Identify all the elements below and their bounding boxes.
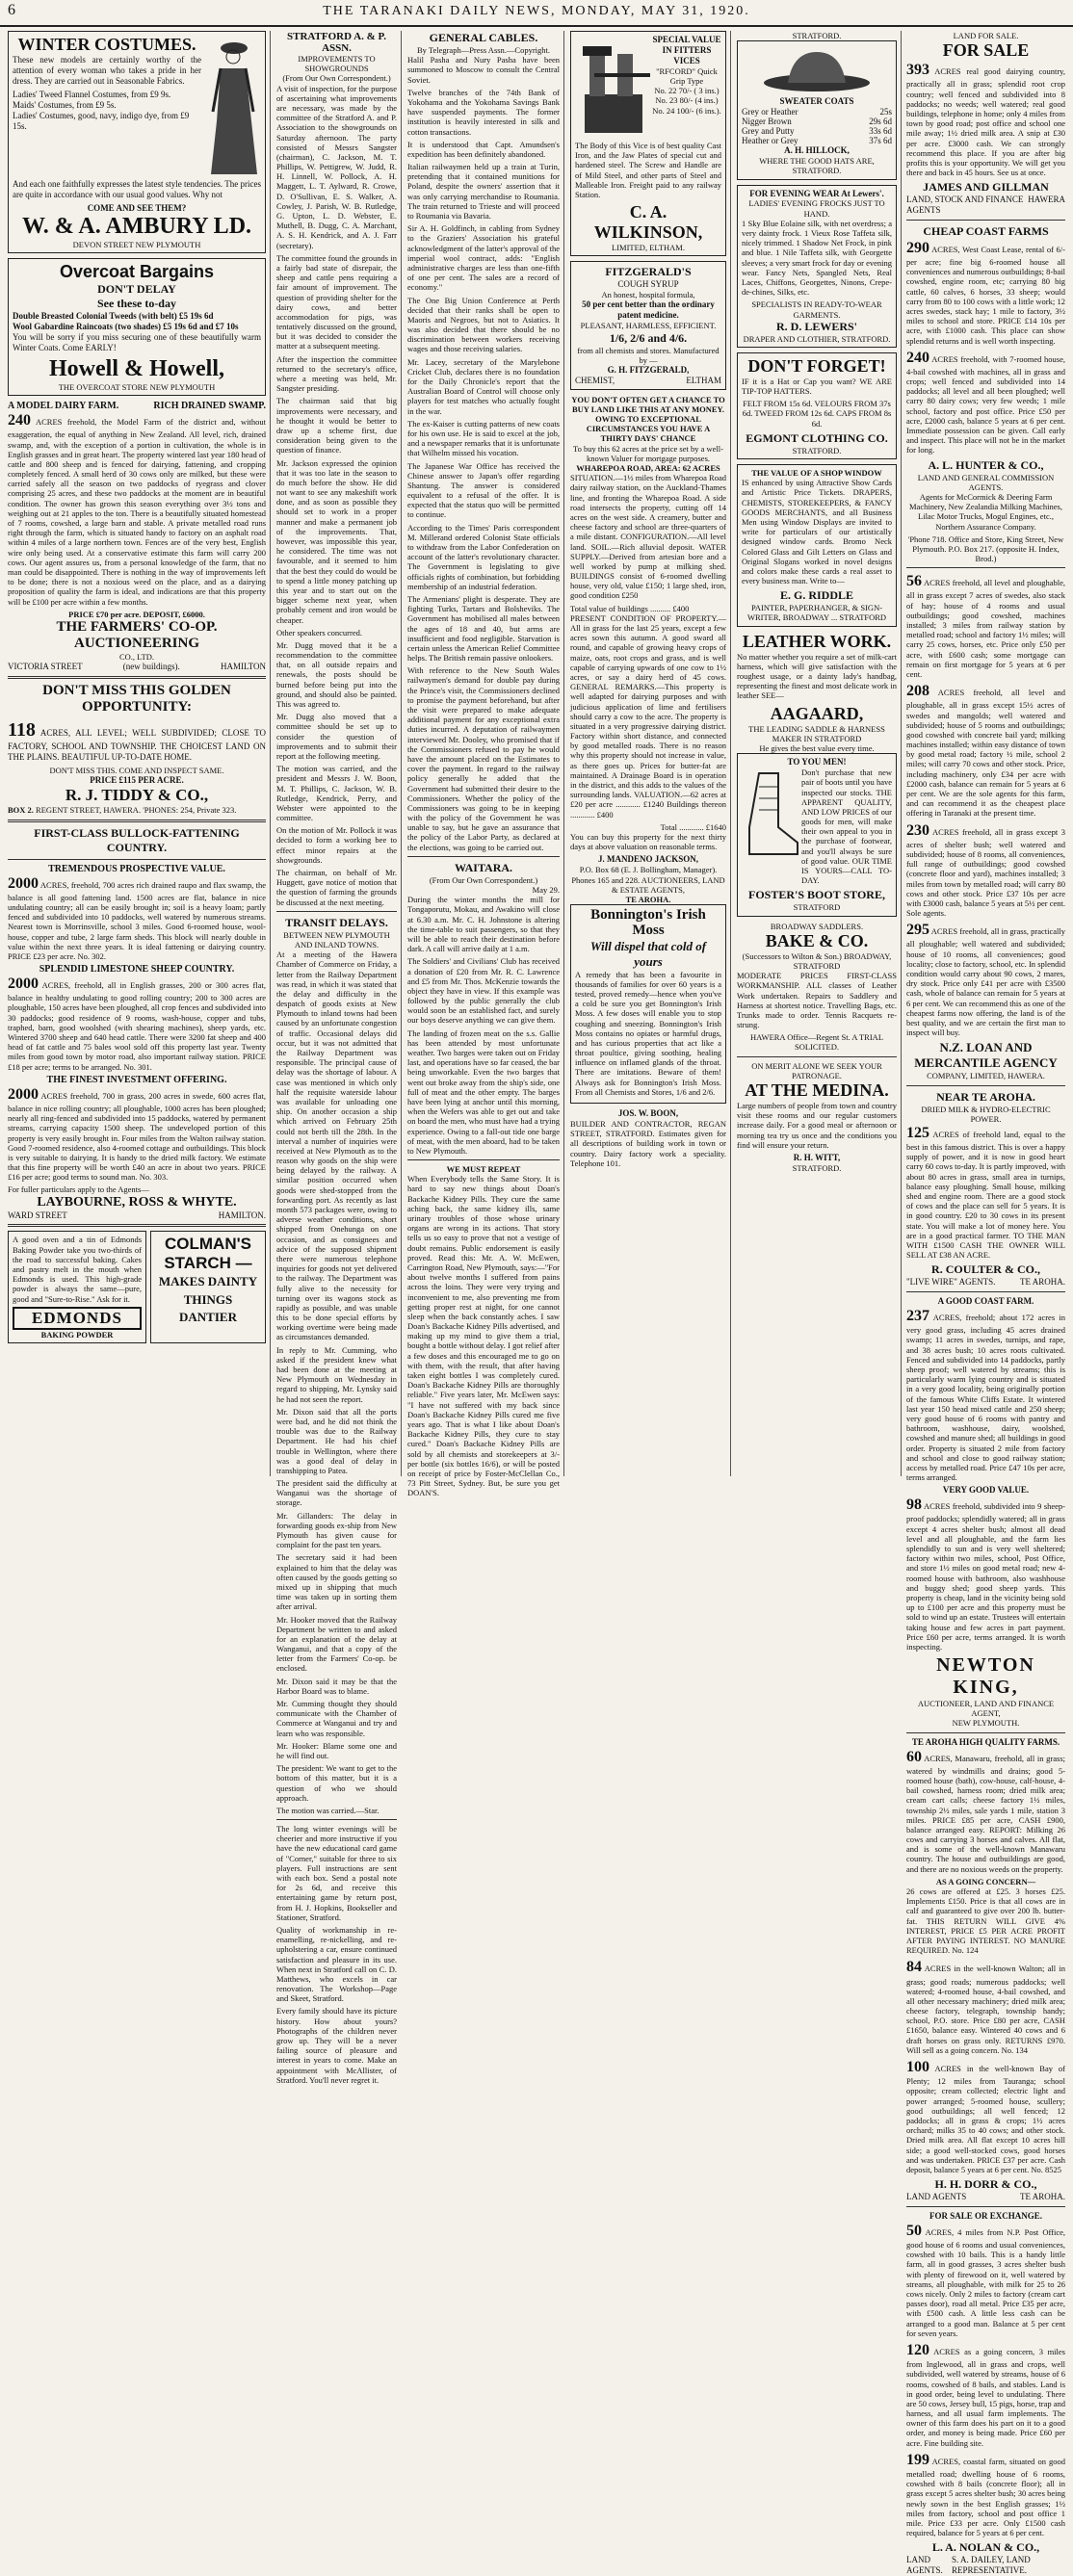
- ad-title: SPECIAL VALUE IN FITTERS VICES: [652, 35, 721, 65]
- ad-subtitle: COUGH SYRUP: [617, 279, 679, 290]
- column-2: [273, 31, 402, 2085]
- shop-window-ad: [737, 464, 897, 627]
- ad-text: He gives the best value every time.: [759, 742, 875, 753]
- advertiser-name: J. MANDENO JACKSON,: [597, 854, 698, 865]
- listing-text: ACRES, ALL LEVEL; WELL SUBDIVIDED; CLOSE TO FACTORY, SCHOOL AND TOWNSHIP. THE CHOICEST LAND ON THE PLAINS. BEAUTIFUL UP-TO-DATE HOME.: [8, 727, 266, 763]
- ad-text: Large numbers of people from town and country visit these rooms and our regular customers increase daily. For a good meal or afternoon or morning tea try us once and the conditions you find will ensure your return.: [737, 1101, 897, 1150]
- listing-text: ACRES freehold, all in grass, practically all ploughable; well watered and subdivided; house of 10 rooms, all conveniences; good locality; close to factory, school, etc. In splendid condition would carry about 90 cows, 2 mares, dry stock. Price only £41 per acre with £3500 cash, whole of balance can remain for 5 years at 6 per cent. We can recommend this as one of the cheapest farms now offering, the land is of the best quality, and we are certain the first man to inspect will buy.: [906, 926, 1066, 1038]
- ad-text: from all chemists and stores. Manufactured by —: [577, 345, 720, 365]
- listing-text: ACRES freehold, 700 in grass, 200 acres in swede, 600 acres flat, balance in nice rolling country; all ploughable, 1000 acres has been ploughed; nearly all ring-fenced and subdivided into 15 paddocks, watered by permanent streams, carrying capacity 1500 sheep. The undeveloped portion of this property is very easily brought in. Four miles from the Walton railway station. Good 7-roomed residence, also 4-roomed cottage and outbuildings. This block is very suitable to dairying. It is handy to the dried milk factory. We estimate that this fine property will be worth £40 an acre in about two years. PRICE £16 per acre; good terms to sound man.: [8, 1090, 267, 1183]
- edmonds-logo-sub: BAKING POWDER: [40, 1329, 114, 1340]
- location: STRATFORD.: [792, 31, 842, 40]
- paragraph: According to the Times' Paris correspondent M. Millerand ordered Colonist State officials to withdraw from the Labor Confederation on account of the latter's revolutionary character. The Government is legislating to give officials rights of combination, but forbidding membership of an industrial federation.: [407, 522, 560, 591]
- ad-subtitle: DON'T DELAY: [97, 282, 176, 297]
- ad-text: No matter whether you require a set of milk-cart harness, which will give satisfaction with the roughest usage, or a dainty lady's handbag, representing the finest and most delicate work in leather SEE—: [737, 651, 897, 701]
- ad-heading: A MODEL DAIRY FARM.: [8, 401, 119, 412]
- ad-text: An honest, hospital formula,: [601, 290, 695, 300]
- ad-text: SPECIALISTS IN READY-TO-WEAR GARMENTS.: [751, 299, 882, 320]
- paragraph: Mr. Dugg moved that it be a recommendation to the committee that, on all outside repairs and renewals, the posts should be burned before being put into the ground, and should also be painted. This was agreed to.: [276, 639, 397, 709]
- ad-text: A good oven and a tin of Edmonds Baking Powder take you two-thirds of the road to successful baking. Cakes and pastry melt in the mouth when Edmonds is used. This high-grade powder is always the same—pure, good and "Sure-to-Rise." Ask for it.: [13, 1235, 142, 1304]
- listing-text: ACRES, freehold, all in English grasses, 200 or 300 acres flat, balance in healthy undulating to good rolling country; 200 to 300 acres are ploughable, 150 acres have been ploughed, all crop fences and subdivided into 30 paddocks; good residence of 9 rooms, wash-house, copper and tubs, traphed, barn, good woolshed (with shearing machines), sheep yards, etc. Wintered 3700 sheep and 640 head cattle. There were 3200 fat sheep and 400 head of fat cattle and 75 bales wool sold off this property last year. Twenty miles from good town by motor road, also important railway station. PRICE £18 per acre; terms to be arranged.: [8, 980, 267, 1072]
- ad-title: Bonnington's Irish Moss: [590, 907, 706, 938]
- paragraph: The One Big Union Conference at Perth decided that their ranks shall be open to Maoris and Negroes, but not to Asiatics. It was also decided that there should be no discrimination between workers receiving wages and those receiving salaries.: [407, 295, 560, 354]
- paragraph: Mr. Lacey, secretary of the Marylebone Cricket Club, declares there is no foundation for the Daily Chronicle's report that the Australian Board of Control will choose only players for test matches who actually fought in the war.: [407, 356, 560, 416]
- paragraph: Every family should have its picture history. How about yours? Photographs of the children never grow up. They will be a never failing source of pleasure and interest in years to come. Make an appointment with McAllister, of Stratford. You'll never regret it.: [276, 2006, 397, 2085]
- address: VICTORIA STREET: [8, 662, 83, 672]
- acreage: 118: [8, 718, 36, 741]
- listing-no: No. 124: [952, 1945, 979, 1956]
- advertiser-name: R. COULTER & CO.,: [931, 1262, 1040, 1277]
- ad-title: FOR SALE: [942, 40, 1030, 61]
- paragraph: A visit of inspection, for the purpose of ascertaining what improvements are necessary, was made by the committee of the Stratford A. and P. Association to the showgrounds on Saturday afternoon. The party consisted of Messrs Sangster (chairman), C. Jackson, M. T. Phillips, W. Pettigrew, W. Judd, R. H. Linnell, W. Pollock, A. H. Maggett, L. T. Aylward, R. Crowe, D. O'Sullivan, E. S. Walker, A. Cowley, J. Parish, W. B. Rutledge, G. Upton, L. D. Webster, E. Muthell, B. Dugg, C. A. Marchant, A. S. H. Kendrick, and A. J. Farr (secretary).: [276, 83, 397, 250]
- ad-subtitle: ON MERIT ALONE WE SEEK YOUR PATRONAGE.: [751, 1060, 882, 1080]
- address: WARD STREET: [8, 1210, 67, 1220]
- advertiser-sub: STRATFORD.: [792, 1162, 842, 1173]
- advertiser-name: R. J. TIDDY & CO.,: [65, 786, 209, 805]
- advertiser-name: E. G. RIDDLE: [779, 588, 853, 603]
- bullock-country-ad: [8, 826, 266, 1221]
- advertiser-sub: "LIVE WIRE" AGENTS.: [906, 1277, 996, 1288]
- address: NEW PLYMOUTH.: [952, 1718, 1020, 1729]
- listing-text: ACRES as a going concern, 3 miles from Inglewood, all in grass and crops, well subdivided, well watered by streams, house of 6 rooms, cowshed of 8 bails, and stables. Land is in good order, being level to undulating. There are 50 cows, Jersey bull, 15 pigs, horse, trap and harness, and all usual farm implements. The owner of this farm does his part on it to a good order, and money is being made. Price £60 per acre. Fine building site.: [906, 2346, 1066, 2448]
- sweater-prices: [742, 107, 892, 145]
- paragraph: During the winter months the mill for Tongaporutu, Mokau, and Awakino will close at 6.30 a.m. Mr. C. H. Johnstone is altering the time-table to suit passengers, so that they will be able to reach their destination before dark. A call will arrive daily at 1 a.m.: [407, 895, 560, 954]
- column-5: [733, 31, 1069, 2576]
- edmonds-logo: EDMONDS: [13, 1307, 142, 1330]
- paragraph: It is understood that Capt. Amundsen's expedition has been definitely abandoned.: [407, 139, 560, 159]
- article-subtitle: IMPROVEMENTS TO SHOWGROUNDS: [298, 54, 376, 74]
- acreage: 290: [906, 239, 929, 256]
- ad-text: Don't purchase that new pair of boots until you have inspected our stocks. THE APPARENT QUALITY, AND LOW PRICES of our goods for men, will make their own appeal to you in the purchase of footwear, and you'll always be sure of good value. OUR TIME IS YOURS—CALL TO-DAY.: [801, 768, 892, 886]
- listing-text: ACRES of freehold land, equal to the best in this famous district. This is over a happy supply of power, and it is now in good heart carry 60 cows to-day. It is partly improved, with about 80 acres in grass, small area in turnips, balance easy ploughing. Small house, milking shed and engine room. There are a good stock of cows and the place can sell for 5 years. It is in good country. £20 to 30 cows in its present state. You will make a lot of money here. You are in a good practical farmer. TO THE MAN WITH £1500 CASH THE OWNER WILL SELL AT £38 AN ACRE.: [906, 1129, 1065, 1261]
- acreage: 295: [906, 922, 929, 939]
- advertiser-sub: STRATFORD.: [792, 445, 842, 455]
- overcoat-bargains-ad: [8, 258, 266, 396]
- paragraph: With reference to the New South Wales railwaymen's demand for double pay during the Prince's visit, the Commissioners declined to promise the payment beforehand, but after the visit were prepared to make adequate additional payment for any exceptional extra duties incurred. A deputation of railwaymen interviewed Mr. Dooley, who promised that if the Commissioners refused to pay he would have the amount placed on the Estimates to cover the payment. In regard to the railway policy generally he added that the Government had submitted their desire to the Commissioners. Whether the policy of the Commissioners was going to be in keeping with the policy of the Government he was unable to say, but he gave an assurance that the policy of the Labor Party, as declared at the elections, was going to be carried out.: [407, 665, 560, 852]
- paragraph: Italian railwaymen held up a train at Turin, pretending that it contained munitions for Poland, despite the owners' assertion that it was only carrying merchandise to Roumania. The train returned to Trieste and will proceed to Roumania via Bavaria.: [407, 162, 560, 221]
- ad-title: LEATHER WORK.: [742, 631, 892, 651]
- ad-text: Agents for McCormick & Deering Farm Machinery, New Zealandia Milking Machines, Lilac Motor Trucks, Mogul Engines, etc., Northern Assurance Company.: [908, 491, 1062, 532]
- column-5a: [737, 31, 902, 1476]
- listing-text: ACRES freehold, subdivided into 9 sheep-proof paddocks; splendidly watered; all in grass except 4 acres shelter bush; almost all dead level and all ploughable, and the farm lies splendidly to sun and is very well sheltered; factory within two miles, school, Post Office, and store 1½ miles on good metal road; new 4-roomed house with bathroom, also washhouse and buggy shed; good sheep yards. This property is cheap, land in the vicinity being sold up to £100 per acre and this property must be sold to wind up an estate. Trustees will entertain taking house and few acres in part payment. Price £60 per acre, terms arranged. It is worth inspecting.: [906, 1501, 1065, 1652]
- article-body: [276, 84, 397, 907]
- ad-subtitle: DRIED MILK & HYDRO-ELECTRIC POWER.: [921, 1104, 1051, 1124]
- price-item: Maids' Costumes, from £9 5s.: [13, 99, 117, 110]
- land-chance-ad: [570, 395, 726, 904]
- section-title: SPLENDID LIMESTONE SHEEP COUNTRY.: [39, 964, 235, 976]
- section-title: AS A GOING CONCERN—: [935, 1876, 1036, 1886]
- listing-no: No. 302.: [77, 950, 106, 961]
- paragraph: Other speakers concurred.: [276, 627, 362, 637]
- section-title: THE FINEST INVESTMENT OFFERING.: [46, 1074, 227, 1085]
- item-label: Nigger Brown: [742, 117, 792, 127]
- listing-text: SITUATION.—1½ miles from Wharepoa Road dairy railway station, on the Auckland-Thames line, and fronting the Wharepoa Road. A side road intersects the property, cutting off 14 acres on the west side. A creamery, butter and cheese factory and school are three-quarters of a mile distant. CONFIGURATION.—All level land. SOIL.—Rich alluvial deposit. WATER SUPPLY.—Derived from artesian bore and a well worked by pump at milking shed. BUILDINGS consist of 6-roomed dwelling house, very old, value £150; 1 large shed, iron, good condition £250: [570, 473, 726, 601]
- advertiser-sub: THE LEADING SADDLE & HARNESS MAKER IN STRATFORD: [748, 723, 885, 743]
- paragraph: Mr. Dugg also moved that a committee should be set up to consider the question of improvements and to submit their report at the following meeting.: [276, 712, 397, 761]
- advertiser-sub: LAND AND GENERAL COMMISSION AGENTS.: [917, 472, 1055, 492]
- ad-title: CHEAP COAST FARMS: [923, 223, 1049, 238]
- acreage: 56: [906, 573, 922, 590]
- ad-text: 1 Sky Blue Eolaine silk, with net overdress; a very dainty frock. 1 Vieux Rose Taffeta silk, nicely trimmed. 1 Shadow Net Frock, in pink and blue. 1 Nile Taffeta silk, with Georgette sleeves; a very smart frock for day or evening wear. Fancy Nets, Spangled Nets, Real Laces, Chiffons, Georgettes, Ninons, Crepe-de-chines, Silks, etc.: [742, 218, 892, 298]
- listing-no: No. 8525: [1031, 2164, 1061, 2174]
- ad-text: PLEASANT, HARMLESS, EFFICIENT.: [580, 321, 717, 331]
- ad-text: IF it is a Hat or Cap you want? WE ARE TIP-TOP HATTERS.: [742, 376, 892, 397]
- winter-costumes-ad: [8, 31, 266, 253]
- ad-title: FOR EVENING WEAR At Lewers'.: [749, 188, 884, 198]
- acreage: 2000: [8, 1085, 39, 1103]
- ad-title: A GOOD COAST FARM.: [937, 1296, 1034, 1307]
- listing-text: ACRES freehold, with 7-roomed house, 4-bail cowshed with machines, all in grass and crops; well fenced and subdivided into 14 paddocks; all level and all been ploughed; well carry 80 dairy cows; very few weeds; 1 mile school, factory and post office. Price £50 per acre, £2000 cash, balance 5 years at 6 per cent. Immediate possession can be given. Call early and inspect. This place will not be in the market for long.: [906, 353, 1065, 455]
- farm-heading: WHAREPOA ROAD, AREA: 62 ACRES: [576, 463, 720, 474]
- advertiser-name: JOS. W. BOON,: [617, 1108, 679, 1119]
- advertiser-name: A. H. HILLOCK,: [784, 145, 850, 156]
- advertiser-sub: AUCTIONEER, LAND AND FINANCE AGENT,: [917, 1699, 1055, 1719]
- leather-work-ad: [737, 632, 897, 754]
- vice-illustration: [575, 35, 652, 141]
- colman-starch-ad: [150, 1231, 266, 1343]
- advertiser-address: 'Phone 718. Office and Store, King Street, New Plymouth. P.O. Box 217. (opposite H. Index, Brod.): [907, 533, 1064, 564]
- advertiser-sub: LAND, STOCK AND FINANCE AGENTS: [906, 195, 1024, 216]
- acreage: 393: [906, 62, 929, 79]
- ad-text: BUILDER AND CONTRACTOR, REGAN STREET, STRATFORD. Estimates given for all descriptions of building work in town or country. Dairy factory work a speciality. Telephone 101.: [570, 1118, 726, 1168]
- advertiser-sub: PAINTER, PAPERHANGER, & SIGN-WRITER, BROADWAY ... STRATFORD: [746, 603, 887, 623]
- acreage: 237: [906, 1308, 929, 1325]
- acreage: 240: [8, 412, 31, 429]
- listing-text: ACRES, coastal farm, situated on good metalled road; dwelling house of 6 rooms, cowshed with 8 bails (concrete floor); all in grass except 5 acres shelter bush; 30 acres being newly sown in the best English grasses; 1½ miles from factory, school and post office 1 mile. Price £33 per acre. Only £1500 cash required, balance for 5 years at 6 per cent.: [906, 2456, 1066, 2538]
- advertiser-address: P.O. Box 68 (E. J. Bollingham, Manager). Phones 165 and 228. AUCTIONEERS, LAND & ESTATE AGENTS,: [571, 865, 725, 895]
- ad-heading: RICH DRAINED SWAMP.: [153, 401, 266, 412]
- section-title: TREMENDOUS PROSPECTIVE VALUE.: [48, 863, 225, 874]
- price-list: No. 22 70/- ( 3 ins.) No. 23 80/- (4 ins.) No. 24 100/- (6 ins.).: [652, 86, 721, 116]
- ad-title: YOU DON'T OFTEN GET A CHANCE TO BUY LAND LIKE THIS AT ANY MONEY. OWING TO EXCEPTIONAL CIRCUMSTANCES YOU HAVE A THIRTY DAYS' CHANCE: [571, 394, 725, 444]
- item-price: 29s 6d: [869, 117, 892, 127]
- advertiser-name: W. & A. AMBURY LD.: [21, 213, 252, 239]
- edmonds-ad: [8, 1231, 146, 1343]
- item-price: 33s 6d: [869, 126, 892, 137]
- paragraph: At a meeting of the Hawera Chamber of Commerce on Friday, a letter from the Railway Department was read, in which it was stated that the delay and difficulty in the despatch of goods exists at New Plymouth to inland towns had been caused by an unfortunate congestion of traffic. Occasional delays did occur, but it was not admitted that the Railway Department was responsible. The principal cause of delay was the shortage of labour. A case was mentioned in which only half the requisite waterside labour was available for unloading one ship. On another occasion a ship which arrived on February 25th could not berth till the 28th. In the interval a number of inquiries were received at New Plymouth as to the reason why goods on the ship were being delayed by the railway. A similar position occurred when goods were shed-stopped from the forwarding port. As recently as last month 573 packages were, owing to adverse weather conditions, short shipped from Onehunga on one occasion, and as consignees and advice of the supposed shipment there were numerous telephone inquiries for goods not yet delivered to the railway. The Department was fully alive to the necessity for turning over its wagons stock as rapidly as possible, and was unable this to be done special efforts by working overtime were being made as circumstances demanded.: [276, 950, 397, 1342]
- ad-slogan: Will dispel that cold of yours: [589, 938, 707, 969]
- article-title: STRATFORD A. & P. ASSN.: [287, 31, 386, 54]
- bottom-ads: [8, 1231, 266, 1348]
- product-name: "RFCORD" Quick Grip Type: [656, 65, 718, 87]
- advertiser-sub: LAND AGENTS.: [906, 2555, 943, 2576]
- paragraph: Quality of workmanship in re-enamelling, re-nickelling, and re-upholstering a car, ensure continued satisfaction and pleasure in its use. When next in Stratford call on C. D. Matthews, who excels in car renovation. The Workshop—Page and Skeet, Stratford.: [276, 1924, 397, 2004]
- paragraph: Mr. Dixon said it may be that the Harbor Board was to blame.: [276, 1676, 397, 1696]
- paragraph: Mr. Dixon said that all the ports were bad, and he did not think the trouble was due to the Railway Department. He had his chief trouble in Wellington, where there was a good deal of delay in transhipping to Patea.: [276, 1406, 397, 1475]
- lewers-ad: [737, 185, 897, 348]
- price-item: Ladies' Tweed Flannel Costumes, from £9 9s.: [13, 89, 171, 99]
- article-body: [276, 950, 397, 2085]
- ad-text: When Everybody tells the Same Story. It is hard to say new things about Doan's Backache Kidney Pills. They cure the same aching back, the same kidney ills, same urinary troubles of those whose urinary organs are wrong in its actions. That story tells us so easy to prove that not a vestige of doubt remains. Public endorsement is easily proved. Read this: Mr. A. W. McEwen, Carrington Road, New Plymouth, says:—"For about twelve months I suffered from pains across the loins. They were very trying and inconvenient to me, also preventing me from getting proper rest at night, for one cannot sleep when the back constantly aches. I saw Doan's Backache Kidney Pills advertised, and making up my mind to give them a trial, bought a bottle without delay. I got relief after a few doses and this encouraged me to go on with them, with the result, that after having taken eight bottles I was completely cured. Doan's Backache Kidney Pills are thoroughly reliable." Five years later, Mr. McEwen says: "I have not suffered with my back since Doan's Backache Kidney Pills cured me five years ago. That is what I like about Doan's Backache Kidney Pills, they cure to stay cured." Doan's Backache Kidney Pills are sold by all chemists and storekeepers at 3/- per bottle (six bottles 16/6), or will be posted on receipt of price by Foster-McClellan Co., 73 Pitt Street, Sydney. But, be sure you get DOAN'S.: [407, 1174, 560, 1498]
- listing-text: PRESENT CONDITION OF PROPERTY.—All in grass for the last 25 years, except a few acres sown this autumn. A good sward all round, and capable of growing heavy crops of maize, oats, root crops and grass, and is well capable of carrying upwards of one cow to 1½ acres, or say a dairy herd of 45 cows. GENERAL REMARKS.—This property is well adapted for dairying purposes and with judicious application of lime and fertilisers should carry a cow to the acre. The property is situated in a very progressive dairying district. Factory within short distance, and connected by good metalled roads. There is no reason why this property should not increase in value, as there goes up. Prices for butter-fat are maintained. A Drainage Board is in operation in the district, and this adds to the values of the surrounding lands. VALUATION.—62 acres at £20 per acre ............ £1240 Buildings thereon ............ £400: [570, 612, 726, 820]
- paragraph: On the motion of Mr. Pollock it was decided to form a working bee to effect minor repairs at the showgrounds.: [276, 825, 397, 865]
- advertiser-name: EGMONT CLOTHING CO.: [746, 430, 888, 445]
- advertiser-address: REGENT STREET, HAWERA. 'PHONES: 254, Private 323.: [36, 805, 237, 816]
- irish-moss-ad: [570, 904, 726, 1104]
- advertiser-name: FOSTER'S BOOT STORE,: [748, 888, 885, 902]
- advertiser-sub: (Successors to Wilton & Son.) BROADWAY, STRATFORD: [742, 950, 892, 971]
- paragraph: Mr. Gillanders: The delay in forwarding goods ex-ship from New Plymouth has given cause for complaint for the past ten years.: [276, 1510, 397, 1550]
- ad-cta: COME AND SEE THEM?: [87, 202, 187, 213]
- paragraph: After the inspection the committee returned to the secretary's office, where a meeting was held, Mr. Sangster presiding.: [276, 353, 397, 394]
- article-byline: By Telegraph—Press Assn.—Copyright.: [416, 45, 551, 55]
- advertiser-sub: DRAPER AND CLOTHIER, STRATFORD.: [743, 333, 891, 344]
- ad-cta: DON'T MISS THIS. COME AND INSPECT SAME.: [49, 766, 224, 776]
- acreage: 230: [906, 821, 929, 839]
- dont-forget-ad: [737, 352, 897, 459]
- acreage: 199: [906, 2451, 929, 2468]
- ad-title: TE AROHA HIGH QUALITY FARMS.: [911, 1736, 1060, 1747]
- ad-title: FOR SALE OR EXCHANGE.: [929, 2210, 1042, 2221]
- sweater-coats-ad: [737, 40, 897, 179]
- paragraph: The chairman said that big improvements were necessary, and he thought it would be better to draw up a scheme first, due consideration being given to the question of finance.: [276, 396, 397, 455]
- ad-text: 50 per cent better than the ordinary patent medicine.: [582, 299, 715, 321]
- listing-total: Total value of buildings .......... £400: [570, 603, 690, 613]
- article-byline: (From Our Own Correspondent.): [282, 73, 391, 84]
- listing-no: No. 134: [1001, 2044, 1028, 2055]
- listing-text: ACRES, freehold; about 172 acres in very good grass, including 45 acres drained swamp; 11 acres in swedes, turnips, and rape, and 38 acres bush; 10 acres roots cultivated. Fenced and subdivided into 14 paddocks, partly sheep proof; well watered by streams; this is particularly warm lying country and is situated in a very good locality, being originally portion of the famous White Cliffs Estate. It wintered last year 150 head mixed cattle and 250 sheep; very good house of 6 rooms with pantry and bathroom, washhouse, dairy, woolshed, cowshed and manure shed; all buildings in good order. Property is situated 2 mile from factory and school and close to good railway station; access by metalled road. Price £47 10s per acre, terms arranged.: [906, 1313, 1066, 1483]
- listing-text: You can buy this property for the next thirty days at above valuation on reasonable terms.: [570, 831, 726, 852]
- acreage: 98: [906, 1496, 922, 1514]
- address: HAWERA: [1028, 195, 1065, 205]
- acreage: 84: [906, 1959, 922, 1976]
- paragraph: The ex-Kaiser is cutting patterns of new coats for his own use. He is said to excel at the job, and a newspaper remarks that it is unfortunate that Wilhelm missed his vocation.: [407, 418, 560, 458]
- ad-title: FIRST-CLASS BULLOCK-FATTENING COUNTRY.: [34, 825, 240, 854]
- paragraph: Mr. Jackson expressed the opinion that it was too late in the season to do much before the show. He did not want to see any makeshift work done, and as soon as possible they should set to work in a proper manner and make a permanent job of the improvements. That, however, was impossible this year, he considered. The time was not favourable, and it seemed to him that the best they could do would be to spend a little money patching up this year and to start out on the bigger scheme next year, when probably cement and iron would be cheaper.: [276, 457, 397, 625]
- listing-text: ACRES, West Coast Lease, rental of 6/- per acre; fine big 6-roomed house all conveniences and numerous outbuildings; 8-bail cowshed, engine room, etc; carrying 80 big cattle, 60 calves, 6 horses, 33 sheep; would carry from 80 to 100 cows with a little work; 12 acres swedes, stack hay; 1 mile to factory, 3½ miles to school and store. PRICE £14 10s per acre, with £1000 cash. This place can show splendid returns and is well worth inspecting.: [906, 244, 1065, 346]
- advertiser-name: H. H. DORR & CO.,: [934, 2177, 1037, 2192]
- golden-opportunity-ad: [8, 683, 266, 816]
- paragraph: The secretary said it had been explained to him that the delay was often caused by the goods getting so mixed up in shipping that much time was taken up in sorting them after arrival.: [276, 1552, 397, 1612]
- ad-subtitle: To buy this 62 acres at the price set by a well-known Valuer for mortgage purposes.: [573, 443, 723, 463]
- paragraph: Mr. Hooker: Blame some one and he will find out.: [276, 1740, 397, 1760]
- acreage: 208: [906, 683, 929, 700]
- ad-title: FITZGERALD'S: [605, 265, 692, 279]
- address: HAMILTON.: [218, 1210, 266, 1220]
- listing-text: ACRES real good dairying country, practically all in grass; splendid root crop country; well fenced and subdivided into 8 paddocks; no weeds; well watered; real good buildings, telephone in home; only 4 miles from town by good road; post office and school one mile away; 1½ dried milk area. A snip at £30 per acre. £3000 cash. We can strongly recommend this place. If you are after big profits this is your opportunity. We will get you there and back in 45 hours. See us at once.: [906, 66, 1066, 178]
- ad-subtitle: LADIES' EVENING FROCKS JUST TO HAND.: [748, 198, 885, 219]
- paragraph: Sir A. H. Goldfinch, in cabling from Sydney to the Graziers' Association his grateful acknowledgment of the latter's approval of the imperial wool contract, adds: "English administrative charges are less than one-fifth of one per cent. The sales are a record of economy.": [407, 223, 560, 293]
- ad-title: TO YOU MEN!: [787, 757, 847, 768]
- advertiser-co: CO., LTD.: [118, 651, 155, 662]
- acreage: 2000: [8, 874, 39, 892]
- paragraph: The Japanese War Office has received the Chinese answer to Japan's offer regarding Shantung. The answer is considered equivalent to a refusal of the offer. It is expected that the status quo will be permitted to continue.: [407, 460, 560, 520]
- ad-text: You will be sorry if you miss securing one of these beautifully warm Winter Coats. Come EARLY!: [13, 332, 261, 352]
- article-title: GENERAL CABLES.: [429, 31, 538, 44]
- address: ELTHAM: [686, 375, 721, 385]
- advertiser-address: DEVON STREET NEW PLYMOUTH: [72, 239, 201, 249]
- item-label: Grey or Heather: [742, 107, 798, 117]
- price-item: Ladies' Costumes, good, navy, indigo dye, from £9 15s.: [13, 110, 190, 131]
- acreage: 125: [906, 1124, 929, 1141]
- paragraph: The Armenians' plight is desperate. They are fighting Turks, Tartars and Bolsheviks. The Government has mobilised all males between the ages of 18 and 40, but arms are insufficient and food negligible. Starvation is certain unless the American Relief Committee helps. The British remain passive onlookers.: [407, 593, 560, 664]
- advertiser-sub: LAND AGENTS: [906, 2192, 967, 2202]
- ad-title: SWEATER COATS: [779, 96, 854, 107]
- ad-title: WE MUST REPEAT: [446, 1164, 521, 1175]
- acreage: 120: [906, 2341, 929, 2358]
- listing-text: ACRES freehold, all level and ploughable, all in grass except 15½ acres of swedes and mangolds; well watered and subdivided; house of 5 rooms and outbuildings; good cowshed with concrete bail yard; milking machines installed; within easy distance of town by good metal road; factory ½ mile, school 2 miles; will carry 70 cows and other stock. Price, including machinery, only £34 per acre with £2000 cash, balance can remain for 5 years at 6 per cent. We are the sole agents for this farm, and can recommend it as the cheapest place offering in Taranaki at the present time.: [906, 688, 1065, 819]
- fitzgerald-ad: [570, 261, 726, 389]
- item-price: 25s: [879, 107, 892, 117]
- price-list: 1/6, 2/6 and 4/6.: [609, 330, 688, 345]
- paragraph: The chairman, on behalf of Mr. Huggett, gave notice of motion that the question of farming the grounds be discussed at the next meeting.: [276, 868, 397, 907]
- ad-title: NEAR TE AROHA.: [936, 1089, 1035, 1104]
- listing-no: No. 303.: [139, 1172, 169, 1183]
- article-title: WAITARA.: [454, 860, 513, 874]
- address: CHEMIST,: [575, 375, 615, 385]
- ad-text: MODERATE PRICES FIRST-CLASS WORKMANSHIP. ALL classes of Leather Work undertaken. Repairs to Saddlery and Harness at shortest notice. Travelling Bags, etc. Trunks made to order. Tennis Racquets re-strung.: [737, 971, 897, 1030]
- ad-title: AT THE MEDINA.: [745, 1080, 889, 1100]
- advertiser-name: LAYBOURNE, ROSS & WHYTE.: [37, 1194, 237, 1210]
- article-subtitle: BETWEEN NEW PLYMOUTH AND INLAND TOWNS.: [283, 929, 390, 950]
- address: (new buildings).: [122, 662, 180, 672]
- ad-title: WINTER COSTUMES.: [17, 35, 196, 54]
- article-byline: (From Our Own Correspondent.): [429, 874, 538, 885]
- article-body: [407, 55, 560, 852]
- listing-text: ACRES, 4 miles from N.P. Post Office, good house of 6 rooms and usual conveniences, cowshed with 10 bails. This is a handy little farm, all in good grasses, 3 acres shelter bush with plenty of firewood on it, well watered by streams, all ploughable, with milk for 25 to 26 cows nicely. Only 2 miles to factory (cream cart passes door), road all metal. Price £35 per acre, with £500 cash. A little less cash can be arranged to a good man. Balance at 5 per cent for seven years.: [906, 2226, 1066, 2338]
- acreage: 2000: [8, 976, 39, 993]
- ad-text: A remedy that has been a favourite in thousands of families for over 60 years is a tested, proved remedy—hence when you've a cold be sure you get Bonnington's Irish Moss. A few doses will enable you to stop coughing and sneezing. Bonnington's Irish Moss contains no opiates or harmful drugs, and has curious properties that act like a throat poultice, giving soothing, healing influence on inflamed glands of the throat. There are imitations. Beware of them! Always ask for Bonnington's Irish Moss. From all Chemists and Stores, 1/6 and 2/6.: [575, 969, 721, 1097]
- advertiser-address: THE OVERCOAT STORE NEW PLYMOUTH: [58, 381, 216, 392]
- advertiser-sub: S. A. DAILEY, LAND REPRESENTATIVE.: [951, 2555, 1031, 2576]
- listing-text: ACRES freehold, all in grass except 3 acres of shelter bush; well watered and subdivided; house of 8 rooms, all conveniences, full range of outbuildings; good cowshed (concrete floor and yard), machines installed; 3 miles from town by metalled road; will carry 80 cows and other stock. Price £37 10s per acre with £3000 cash, balance 5 years at 5½ per cent. Sole agents.: [906, 826, 1065, 919]
- hat-illustration: [754, 46, 879, 94]
- lady-illustration: [201, 35, 261, 179]
- advertiser-name: G. H. FITZGERALD,: [607, 364, 690, 375]
- advertiser-name: THE FARMERS' CO-OP. AUCTIONEERING: [56, 618, 218, 651]
- page-number: 6: [8, 2, 15, 18]
- paragraph: The president said the difficulty at Wanganui was the shortage of storage.: [276, 1478, 397, 1508]
- masthead: [0, 0, 1073, 27]
- bake-co-ad: [737, 922, 897, 1053]
- column-1: [4, 31, 271, 1476]
- listing-text: ACRES in the well-known Walton; all in grass; good roads; numerous paddocks; well watered; 4-roomed house, 4-bail cowshed, and all other necessary machinery; dried milk area; cheese factory, telegraph, township handy; school, P.O. store. Price £80 per acre, CASH £1650, balance easy. Wintered 40 cows and 6 draft horses on grass only. RETURNS £970. Will sell as a going concern.: [906, 1964, 1065, 2055]
- listing-no: No. 301.: [123, 1061, 152, 1072]
- ad-title: DON'T MISS THIS GOLDEN OPPORTUNITY:: [42, 682, 231, 715]
- advertiser-sub: COMPANY, LIMITED, HAWERA.: [927, 1071, 1045, 1081]
- advertiser-name: JAMES AND GILLMAN: [923, 180, 1049, 195]
- item-label: Grey and Putty: [742, 126, 795, 137]
- advertiser-name: C. A. WILKINSON,: [593, 202, 703, 243]
- foster-boots-ad: [737, 753, 897, 916]
- paragraph: Halil Pasha and Nury Pasha have been summoned to Moscow to consult the Central Soviet.: [407, 55, 560, 85]
- paragraph: Mr. Hooker moved that the Railway Department be written to and asked for an explanation of the delay at Wanganui, and that a copy of the letter from the Farmers' Co-op. be enclosed.: [276, 1614, 397, 1674]
- advertiser-sub: STRATFORD: [793, 902, 841, 913]
- price-item: Double Breasted Colonial Tweeds (with belt) £5 19s 6d: [13, 311, 214, 322]
- acreage: 60: [906, 1748, 922, 1765]
- address: TE AROHA.: [1020, 1277, 1065, 1288]
- paragraph: The motion was carried.—Star.: [276, 1805, 379, 1815]
- ad-text: FELT FROM 15s 6d. VELOURS FROM 37s 6d. TWEED FROM 12s 6d. CAPS FROM 8s 6d.: [742, 399, 892, 429]
- ad-title: DON'T FORGET!: [747, 355, 886, 376]
- advertiser-name: R. D. LEWERS': [775, 319, 858, 333]
- paragraph: Twelve branches of the 74th Bank of Yokohama and the Yokohama Savings Bank have suspended payments. The former institution is heavily interested in silk and cotton transactions.: [407, 87, 560, 137]
- article-title: TRANSIT DELAYS.: [285, 915, 388, 929]
- address: TE AROHA.: [1020, 2192, 1065, 2202]
- paragraph: The motion was carried, and the president and Messrs J. W. Boon, M. T. Phillips, C. Jackson, W. B. Rutledge, Kendrick, Perry, and Webster were appointed to the committee.: [276, 764, 397, 823]
- advertiser-sub: WHERE THE GOOD HATS ARE, STRATFORD.: [759, 156, 875, 176]
- listing-total: Total ............ £1640: [660, 821, 726, 832]
- advertiser-sub: LIMITED, ELTHAM.: [612, 243, 685, 253]
- ad-text: And each one faithfully expresses the latest style tendencies. The prices are quite in accordance with our usual good values. Why not: [13, 179, 261, 199]
- model-dairy-farm-ad: [8, 401, 266, 672]
- paragraph: The Soldiers' and Civilians' Club has received a donation of £20 from Mr. R. C. Lawrence and £5 from Mr. Thos. McKenzie towards the object they have in view. If this example was followed by the public generally the club would soon be an established fact, and surely our boys deserve anything we can give them.: [407, 956, 560, 1026]
- ad-text: The Body of this Vice is of best quality Cast Iron, and the Jaw Plates of special cut and hardened steel. The Screw and Handle are of Mild Steel, and other parts of Steel and Malleable Iron. Freight paid to any railway Station.: [575, 141, 721, 199]
- ad-subtitle: See these to-day: [97, 297, 176, 311]
- price-item: Wool Gabardine Raincoats (two shades) £5 19s 6d and £7 10s: [13, 322, 239, 332]
- advertiser-name: AAGAARD,: [770, 703, 864, 723]
- advertiser-location: TE AROHA.: [625, 894, 671, 904]
- paragraph: The landing of frozen meat on the s.s. Gallie has been attended by most unfortunate weather. Two barges were taken out on Friday last, and operations have so far ceased, the bar being unworkable. Even the two barges that went out broke away from the ship's side, one full of meat and the other empty. The barges have been lying at anchor until this morning, when the Wefers was able to get out and take on board the men, who must have had a trying experience. Owing to a fall-out tide one barge of meat, with the men aboard, had to be taken to New Plymouth.: [407, 1028, 560, 1156]
- acreage: 100: [906, 2059, 929, 2076]
- article-body: [407, 895, 560, 1156]
- advertiser-name: NEWTON KING,: [936, 1654, 1035, 1699]
- fitters-vices-ad: [570, 31, 726, 256]
- listing-text: ACRES in the well-known Bay of Plenty; 12 miles from Tauranga; school opposite; cream collected; electric light and power arranged; 5-roomed house, scullery; good outbuildings; all well fenced; 12 paddocks; all in grass & crops; 1½ acres orchard; milks 35 to 40 cows; and other stock. Dried milk area. All flat except 10 acres hill side; a good well-stocked cows, good horses and was undertaken. PRICE £37 per acre. Cash deposit, balance 5 years at 6 per cent.: [906, 2064, 1065, 2174]
- listing-price: PRICE £70 per acre. DEPOSIT, £6000.: [68, 609, 205, 619]
- advertiser-name: N.Z. LOAN AND MERCANTILE AGENCY: [914, 1040, 1058, 1071]
- ad-title: THE VALUE OF A SHOP WINDOW: [751, 468, 882, 479]
- ad-text: MAKES DAINTY THINGS DANTIER: [158, 1274, 258, 1324]
- ad-title: COLMAN'S STARCH —: [164, 1235, 252, 1273]
- address: HAMILTON: [220, 662, 266, 672]
- listing-text: 26 cows are offered at £25. 3 horses £25. Implements £150. Price is that all cows are in calf and guaranteed to give over 200 lb. butter-fat. THIS RETURN WILL GIVE 4% INTEREST, PRICE £5 PER ACRE PROFIT AFTER PAYING INTEREST. NO MANURE REQUIRED.: [906, 1886, 1065, 1956]
- ad-subtitle: BROADWAY SADDLERS.: [770, 921, 864, 931]
- paragraph: In reply to Mr. Cumming, who asked if the president knew what had been done at the meeting at New Plymouth on Wednesday in regard to shipping, Mr. Lynsky said he had not seen the report.: [276, 1344, 397, 1404]
- agents-note: For fuller particulars apply to the Agents—: [8, 1184, 149, 1195]
- item-price: 37s 6d: [869, 136, 892, 146]
- listing-text: ACRES, freehold, 700 acres rich drained raupo and flax swamp, the balance is all good fattening land. 1500 acres are flat, balance in nice undulating country; all can be easily brought in; soil is a heavy loam; partly fenced and subdivided into 10 paddocks, well watered by numerous streams. Nearest town is Morrinsville, school 3 miles. Good 6-roomed house, wool-house, copper and tube, 2 large farm sheds. This block will nearly double in value within the next three years. It is ideal fattening or dairying country. PRICE £23 per acre.: [8, 879, 267, 961]
- advertiser-name: L. A. NOLAN & CO.,: [931, 2540, 1040, 2555]
- advertiser-name: A. L. HUNTER & CO.,: [928, 457, 1044, 472]
- column-3: [404, 31, 564, 1498]
- listing-text: ACRES, Manawaru, freehold, all in grass; watered by windmills and drains; good 5-roomed house (bath), cow-house, calf-house, 4-bail cowshed, harness room; dried milk area; cream cart calls; cheese factory 1½ miles, township 2½ miles, sale yards 1 mile, station 3 miles. PRICE £85 per acre, CASH £900, balance arranged easy. REPORT: Milking 26 cows and carrying 3 horses and calves. All flat, and is some of the well-known Manawaru country. The house and outbuildings are good, and there are no noxious weeds on the property.: [906, 1753, 1066, 1874]
- article-date: May 29.: [532, 885, 560, 895]
- paragraph: Mr. Cumming thought they should communicate with the Chamber of Commerce at Wanganui and try and learn who was responsible.: [276, 1699, 397, 1738]
- item-label: Heather or Grey: [742, 136, 798, 146]
- box-number: BOX 2.: [8, 805, 34, 816]
- ad-title: VERY GOOD VALUE.: [942, 1485, 1030, 1496]
- acreage: 50: [906, 2222, 922, 2239]
- advertiser-name: BAKE & CO.: [765, 930, 869, 950]
- paragraph: The president: We want to get to the bottom of this matter, but it is a question of who we should approach.: [276, 1763, 397, 1803]
- newspaper-title: THE TARANAKI DAILY NEWS, MONDAY, MAY 31, 1920.: [323, 4, 750, 18]
- acreage: 240: [906, 349, 929, 366]
- paragraph: The long winter evenings will be cheerier and more instructive if you have the new educational card game of "Corner," suitable for three to six players. Full instructions are sent with each box. Send a postal note for 2s 6d, and receive this entertaining game by return post, from H. J. Hopkins, Bookseller and Stationer, Stratford.: [276, 1824, 397, 1922]
- ad-title: Overcoat Bargains: [59, 262, 215, 282]
- boot-illustration: [742, 768, 801, 860]
- advertiser-name: Howell & Howell,: [49, 355, 224, 381]
- listing-text: ACRES freehold, the Model Farm of the district and, without exaggeration, the equal of anything in New Zealand. All level, rich, drained swamp, and, with the exception of a portion in cultivation, the whole is in English grasses and in great heart. The property wintered last year 180 head of cattle and 800 sheep and is fenced for dairying, fattening, and cropping completely fenced. A small herd of 30 cows only are milked, but these were carried safely all the season on two paddocks of ryegrass and clover comprising 25 acres, and these two paddocks at the moment are in beautiful condition. The owner has grown this season everything over 3½ tons and weighing out at 21 apples to the ton. There is a beautifully situated homestead of 7 rooms, cowshed, a large barn and stable. A private metalled road runs right through the farm, which is situated handy to factory on an asphalt road within 4 miles of a large northern town. Fences are of the very best, English wire only being used. At a conservative estimate this farm will carry 200 cows. Our agent assures us, from a personal knowledge of the farm, that no man could be disappointed. There is nothing in the way of improvements left to be done; there is not a noxious weed on the place, and as a dairying proposition of quality the farm is ideal, and indications are that this property will be £100 per acre within a few months.: [8, 417, 266, 607]
- listing-text: ACRES freehold, all level and ploughable, all in grass except 7 acres of swedes, also stack of hay; house of 4 rooms and usual outbuildings; good cowshed, machines installed; 3 miles from railway station by metalled road; school and factory 1½ miles; will carry 25 cows, horses, etc. Price only £50 per acre, with £600 cash; some mortgage can remain on first mortgage for 5 years at 6 per cent.: [906, 578, 1065, 679]
- paragraph: The committee found the grounds in a fairly bad state of disrepair, the sheep and cattle pens requiring a fair amount of improvement. The question of providing shelter for the dairy cows, and better accommodation for pigs, was tentatively discussed on the ground, but it was decided to consider the matter at a subsequent meeting.: [276, 252, 397, 351]
- ad-text: IS enhanced by using Attractive Show Cards and Artistic Price Tickets. DRAPERS, CHEMISTS, STOREKEEPERS, & FANCY GOODS MERCHANTS, and all Business Men using Window Displays are invited to write for particulars of our artistically designed window cards. Bromo Neck Colored Glass and Gilt Letters on Glass and Original Slogans worked in novel designs and colors make these cards a real asset to every business man. Write to—: [742, 478, 892, 586]
- medina-ad: [737, 1061, 897, 1173]
- ad-text: These new models are certainly worthy of the attention of every woman who takes a pride in her dress. They are carried out in Seasonable Fabrics.: [13, 55, 201, 86]
- section-head: LAND FOR SALE.: [953, 31, 1019, 40]
- advertiser-name: R. H. WITT,: [793, 1152, 841, 1162]
- ad-text: HAWERA Office—Regent St. A TRIAL SOLICITED.: [749, 1032, 884, 1053]
- column-5b: [906, 31, 1066, 2576]
- column-4: [566, 31, 731, 1476]
- listing-price: PRICE £115 PER ACRE.: [90, 775, 184, 786]
